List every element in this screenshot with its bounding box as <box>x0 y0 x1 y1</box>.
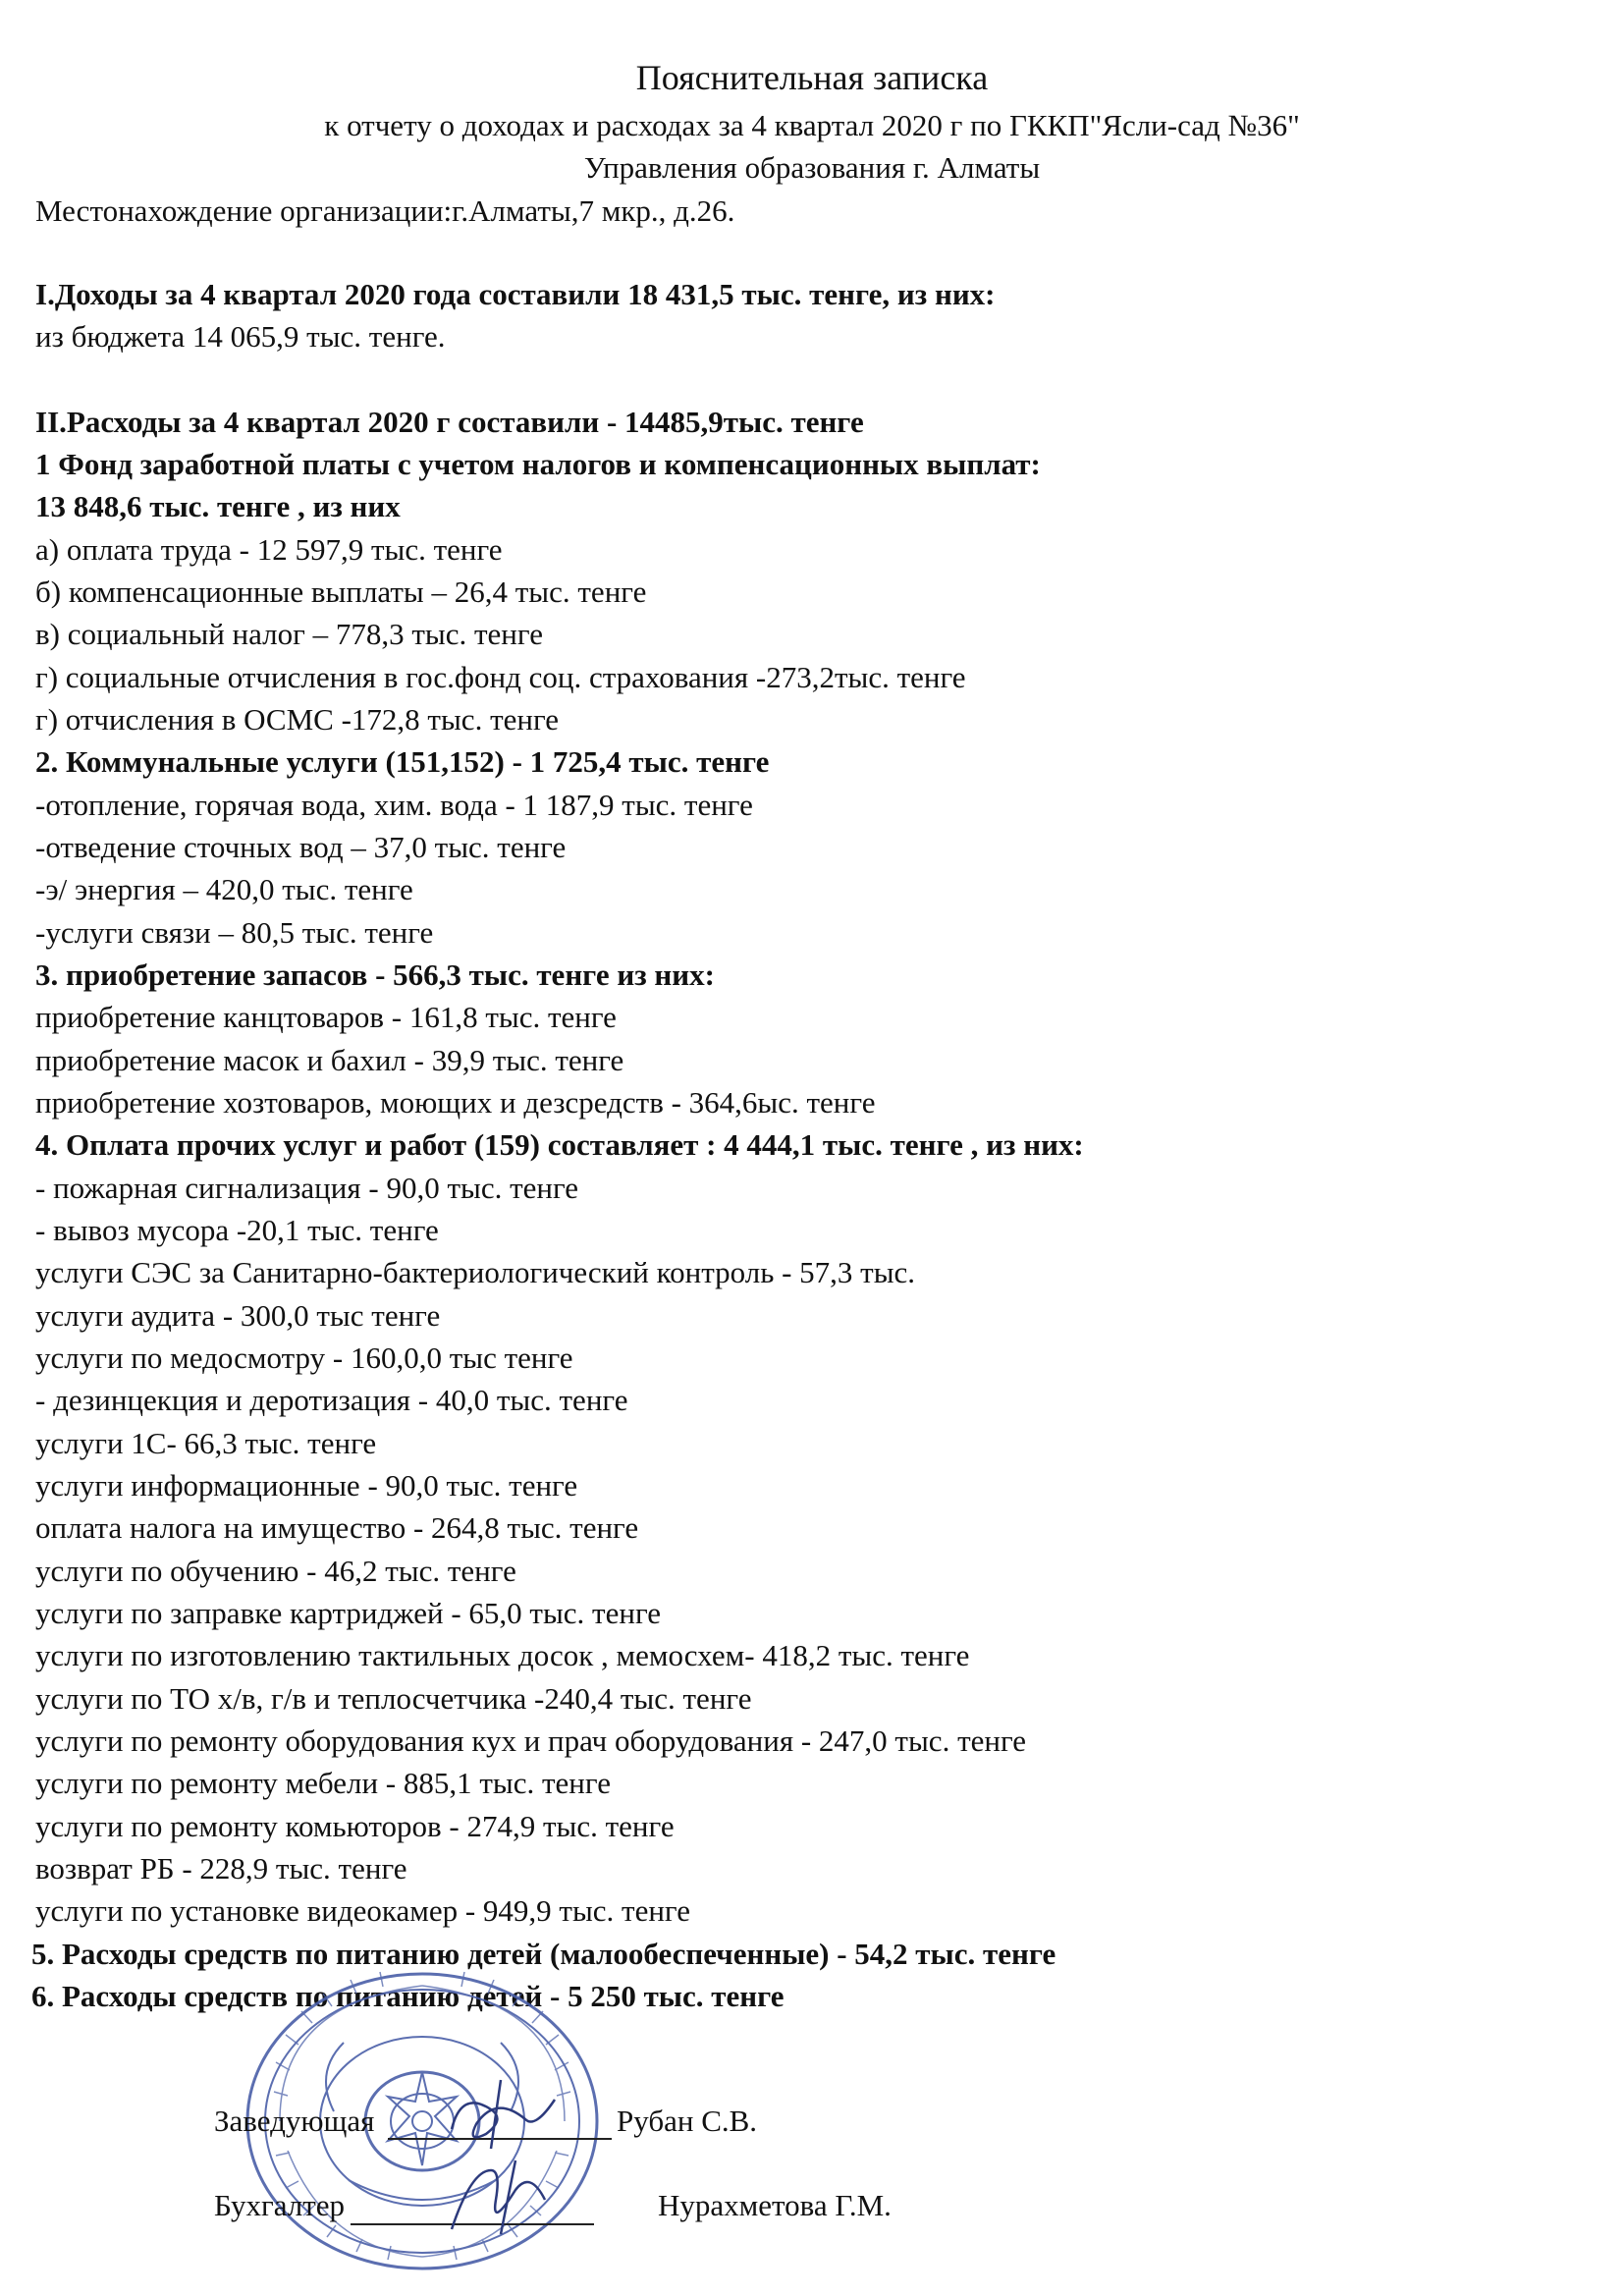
section-4-item: услуги по установке видеокамер - 949,9 тыс. тенге <box>35 1893 690 1928</box>
section-2-heading: 2. Коммунальные услуги (151,152) - 1 725,4 тыс. тенге <box>35 744 770 779</box>
section-4-item: услуги по обучению - 46,2 тыс. тенге <box>35 1554 516 1588</box>
section-4-item: оплата налога на имущество - 264,8 тыс. тенге <box>35 1510 639 1545</box>
section-1-item: г) социальные отчисления в гос.фонд соц. страхования -273,2тыс. тенге <box>35 660 966 694</box>
section-3-item: приобретение канцтоваров - 161,8 тыс. тенге <box>35 1000 617 1034</box>
section-2-item: -отопление, горячая вода, хим. вода - 1 187,9 тыс. тенге <box>35 788 753 822</box>
section-2-item: -услуги связи – 80,5 тыс. тенге <box>35 915 434 950</box>
section-4-item: услуги аудита - 300,0 тыс тенге <box>35 1298 441 1333</box>
section-4-item: услуги информационные - 90,0 тыс. тенге <box>35 1468 578 1503</box>
section-4-item: услуги по ремонту оборудования кух и прач оборудования - 247,0 тыс. тенге <box>35 1723 1027 1758</box>
section-5-heading: 5. Расходы средств по питанию детей (малообеспеченные) - 54,2 тыс. тенге <box>31 1937 1056 1971</box>
document-subtitle-department: Управления образования г. Алматы <box>583 150 1041 185</box>
section-6-heading: 6. Расходы средств по питанию детей - 5 250 тыс. тенге <box>31 1979 785 2013</box>
section-1-heading: 1 Фонд заработной платы с учетом налогов и компенсационных выплат: <box>35 447 1041 481</box>
section-4-item: - вывоз мусора -20,1 тыс. тенге <box>35 1213 439 1247</box>
section-1-total: 13 848,6 тыс. тенге , из них <box>35 489 401 523</box>
section-4-item: услуги по изготовлению тактильных досок , мемосхем- 418,2 тыс. тенге <box>35 1638 970 1672</box>
income-heading: I.Доходы за 4 квартал 2020 года составили 18 431,5 тыс. тенге, из них: <box>35 277 996 311</box>
expenses-heading: II.Расходы за 4 квартал 2020 г составили - 14485,9тыс. тенге <box>35 405 864 439</box>
organization-location: Местонахождение организации:г.Алматы,7 мкр., д.26. <box>35 193 735 228</box>
section-3-heading: 3. приобретение запасов - 566,3 тыс. тенге из них: <box>35 957 715 992</box>
section-1-item: г) отчисления в ОСМС -172,8 тыс. тенге <box>35 702 560 737</box>
section-4-item: услуги по ремонту мебели - 885,1 тыс. тенге <box>35 1766 611 1800</box>
section-4-item: услуги по ТО х/в, г/в и теплосчетчика -240,4 тыс. тенге <box>35 1681 752 1716</box>
head-role-label: Заведующая <box>214 2104 375 2138</box>
head-name: Рубан С.В. <box>617 2104 758 2138</box>
section-4-item: услуги по заправке картриджей - 65,0 тыс. тенге <box>35 1596 662 1630</box>
accountant-role-label: Бухгалтер <box>214 2188 346 2222</box>
section-1-item: а) оплата труда - 12 597,9 тыс. тенге <box>35 532 503 567</box>
section-2-item: -э/ энергия – 420,0 тыс. тенге <box>35 872 413 906</box>
section-4-item: - пожарная сигнализация - 90,0 тыс. тенге <box>35 1171 579 1205</box>
section-4-item: услуги 1С- 66,3 тыс. тенге <box>35 1426 377 1460</box>
income-budget: из бюджета 14 065,9 тыс. тенге. <box>35 319 446 354</box>
section-4-item: возврат РБ - 228,9 тыс. тенге <box>35 1851 407 1886</box>
section-4-item: услуги СЭС за Санитарно-бактериологический контроль - 57,3 тыс. <box>35 1255 916 1289</box>
section-3-item: приобретение масок и бахил - 39,9 тыс. тенге <box>35 1043 624 1077</box>
section-4-item: - дезинцекция и деротизация - 40,0 тыс. тенге <box>35 1383 628 1417</box>
section-2-item: -отведение сточных вод – 37,0 тыс. тенге <box>35 830 567 864</box>
head-signature-icon <box>432 2070 579 2159</box>
section-3-item: приобретение хозтоваров, моющих и дезсредств - 364,6ыс. тенге <box>35 1085 876 1120</box>
accountant-name: Нурахметова Г.М. <box>658 2188 892 2222</box>
section-1-item: в) социальный налог – 778,3 тыс. тенге <box>35 617 543 651</box>
document-title: Пояснительная записка <box>635 58 989 97</box>
section-4-item: услуги по ремонту комьюторов - 274,9 тыс. тенге <box>35 1809 675 1843</box>
section-4-heading: 4. Оплата прочих услуг и работ (159) составляет : 4 444,1 тыс. тенге , из них: <box>35 1127 1084 1162</box>
document-subtitle-period: к отчету о доходах и расходах за 4 квартал 2020 г по ГККП"Ясли-сад №36" <box>324 108 1300 142</box>
section-4-item: услуги по медосмотру - 160,0,0 тыс тенге <box>35 1340 573 1375</box>
section-1-item: б) компенсационные выплаты – 26,4 тыс. тенге <box>35 574 647 609</box>
accountant-signature-icon <box>412 2151 579 2239</box>
